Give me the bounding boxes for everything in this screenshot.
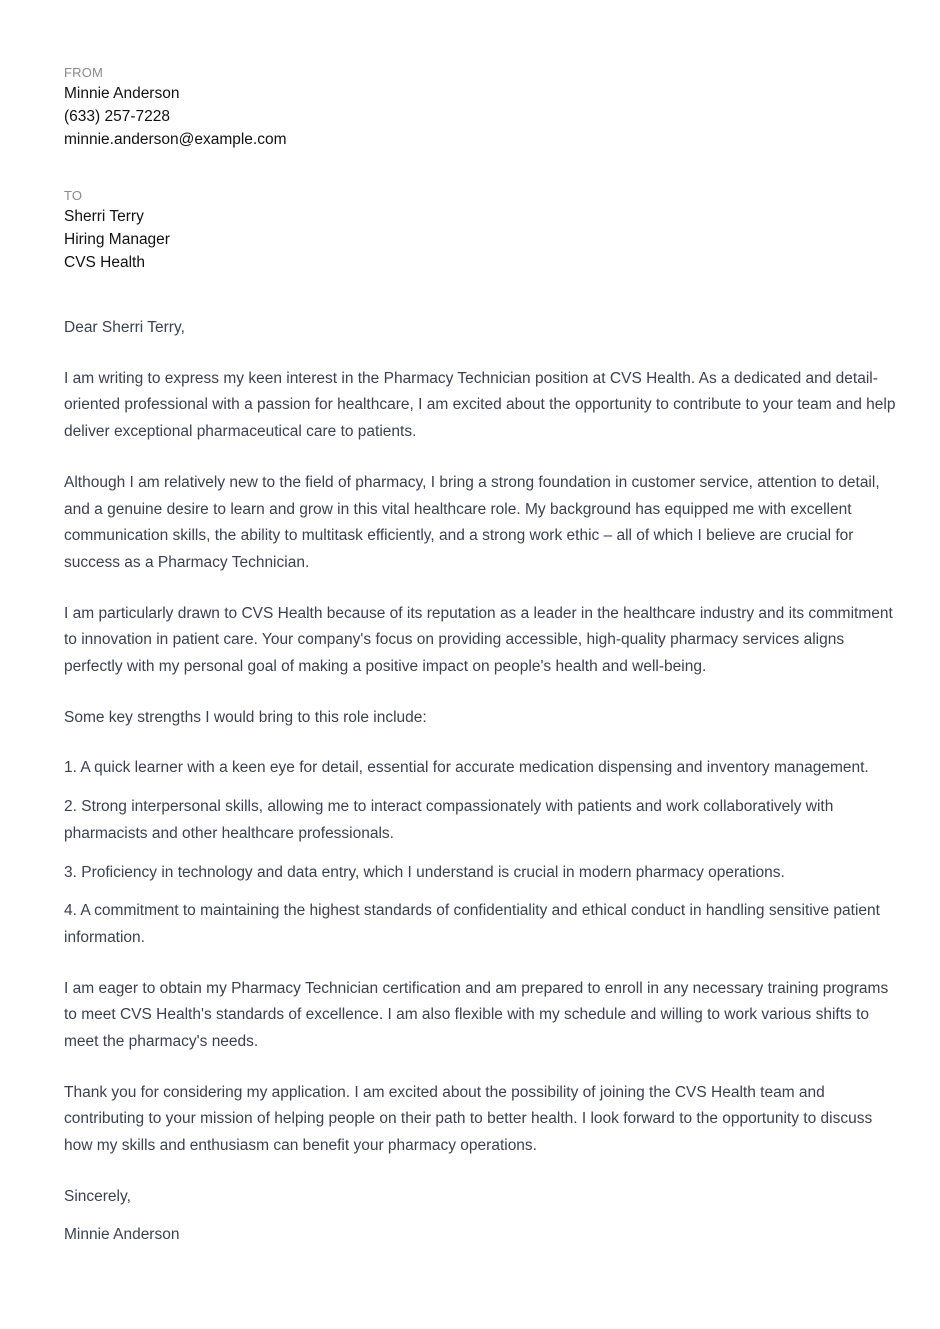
salutation: Dear Sherri Terry, xyxy=(64,319,185,336)
paragraph-company-interest: I am particularly drawn to CVS Health because of its reputation as a leader in the healthcare industry and its commitment to innovation in patient care. Your company's focus on providing accessible, high-quality pharmacy services aligns perfectly with my personal goal of making a positive impact on people's health and well-being. xyxy=(64,604,893,676)
paragraph-background: Although I am relatively new to the field of pharmacy, I bring a strong foundation in customer service, attention to detail, and a genuine desire to learn and grow in this vital healthcare role. My background has equipped me with excellent communication skills, the ability to multitask efficiently, and a strong work ethic – all of which I believe are crucial for success as a Pharmacy Technician. xyxy=(64,473,880,571)
strengths-list xyxy=(64,755,898,951)
recipient-company: CVS Health xyxy=(64,254,145,271)
sender-name: Minnie Anderson xyxy=(64,85,180,102)
list-item: 3. Proficiency in technology and data entry, which I understand is crucial in modern pharmacy operations. xyxy=(64,863,785,881)
list-item: 1. A quick learner with a keen eye for detail, essential for accurate medication dispensing and inventory management. xyxy=(64,759,869,777)
signature: Minnie Anderson xyxy=(64,1225,180,1243)
list-item: 4. A commitment to maintaining the highest standards of confidentiality and ethical conduct in handling sensitive patient information. xyxy=(64,902,880,946)
strengths-intro: Some key strengths I would bring to this role include: xyxy=(64,708,427,726)
recipient-name: Sherri Terry xyxy=(64,208,144,225)
paragraph-certification: I am eager to obtain my Pharmacy Technician certification and am prepared to enroll in any necessary training programs to meet CVS Health's standards of excellence. I am also flexible with my schedule and willing to work various shifts to meet the pharmacy's needs. xyxy=(64,979,889,1051)
sender-email: minnie.anderson@example.com xyxy=(64,131,287,148)
list-item: 2. Strong interpersonal skills, allowing me to interact compassionately with patients and work collaboratively with pharmacists and other healthcare professionals. xyxy=(64,798,834,842)
closing: Sincerely, xyxy=(64,1187,131,1205)
recipient-block xyxy=(64,187,898,274)
to-label: TO xyxy=(64,188,83,203)
cover-letter xyxy=(64,64,898,1248)
from-label: FROM xyxy=(64,65,104,80)
letter-body xyxy=(64,315,898,1248)
paragraph-thank-you: Thank you for considering my application. I am excited about the possibility of joining the CVS Health team and contributing to your mission of helping people on their path to better health. I look forward to the opportunity to discuss how my skills and enthusiasm can benefit your pharmacy operations. xyxy=(64,1083,873,1155)
paragraph-intro: I am writing to express my keen interest in the Pharmacy Technician position at CVS Health. As a dedicated and detail-oriented professional with a passion for healthcare, I am excited about the opportunity to contribute to your team and help deliver exceptional pharmaceutical care to patients. xyxy=(64,369,896,441)
sender-phone: (633) 257-7228 xyxy=(64,108,170,125)
sender-block xyxy=(64,64,898,151)
recipient-title: Hiring Manager xyxy=(64,231,170,248)
